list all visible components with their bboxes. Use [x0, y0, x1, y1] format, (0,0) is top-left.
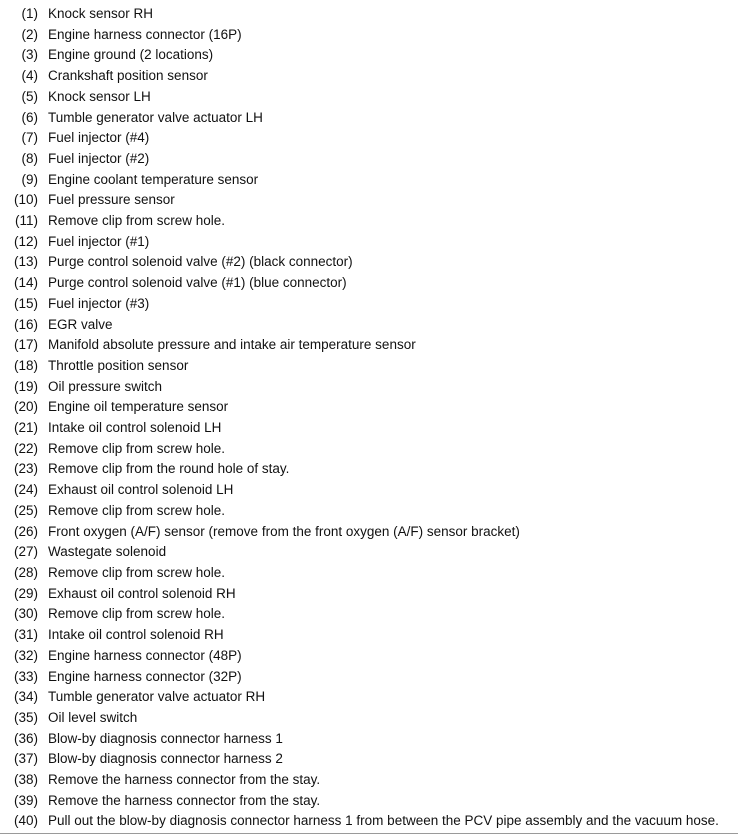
list-item	[10, 45, 732, 66]
item-number: (25)	[13, 502, 38, 518]
item-number: (7)	[21, 130, 38, 146]
item-text: Pull out the blow-by diagnosis connector harness 1 from between the PCV pipe assembly and the vacuum hose.	[48, 813, 719, 829]
item-number: (34)	[13, 689, 38, 705]
item-number: (28)	[13, 564, 38, 580]
item-number: (22)	[13, 440, 38, 456]
item-number: (10)	[13, 192, 38, 208]
item-number: (13)	[13, 254, 38, 270]
list-item	[10, 252, 732, 273]
item-text: Tumble generator valve actuator RH	[48, 689, 266, 705]
list-item	[10, 66, 732, 87]
item-text: Engine harness connector (16P)	[48, 26, 242, 42]
list-item	[10, 232, 732, 253]
item-number: (3)	[21, 47, 38, 63]
item-number: (20)	[13, 399, 38, 415]
item-text: Wastegate solenoid	[48, 544, 167, 560]
item-text: Fuel injector (#2)	[48, 150, 150, 166]
item-number: (8)	[21, 150, 38, 166]
item-number: (40)	[13, 813, 38, 829]
list-item	[10, 397, 732, 418]
item-number: (39)	[13, 792, 38, 808]
list-item	[10, 149, 732, 170]
item-text: Remove clip from screw hole.	[48, 440, 226, 456]
item-number: (11)	[14, 213, 38, 229]
list-item	[10, 294, 732, 315]
item-text: Remove clip from screw hole.	[48, 502, 226, 518]
list-item	[10, 501, 732, 522]
item-text: Remove clip from screw hole.	[48, 606, 226, 622]
item-number: (15)	[13, 295, 38, 311]
item-text: Throttle position sensor	[48, 357, 189, 373]
item-number: (6)	[21, 109, 38, 125]
list-item	[10, 25, 732, 46]
item-number: (31)	[13, 627, 38, 643]
item-number: (1)	[21, 6, 38, 21]
item-number: (29)	[13, 585, 38, 601]
item-number: (2)	[21, 26, 38, 42]
item-number: (18)	[13, 357, 38, 373]
item-text: Remove the harness connector from the stay.	[48, 772, 321, 788]
item-number: (9)	[21, 171, 38, 187]
item-text: Fuel injector (#4)	[48, 130, 150, 146]
item-text: Intake oil control solenoid RH	[48, 627, 224, 643]
item-text: Intake oil control solenoid LH	[48, 420, 222, 436]
list-item	[10, 273, 732, 294]
item-number: (27)	[13, 544, 38, 560]
item-text: Knock sensor RH	[48, 6, 154, 21]
list-item	[10, 170, 732, 191]
list-item	[10, 128, 732, 149]
item-number: (12)	[13, 233, 38, 249]
item-number: (26)	[13, 523, 38, 539]
item-text: Front oxygen (A/F) sensor (remove from the front oxygen (A/F) sensor bracket)	[48, 523, 520, 539]
item-number: (21)	[13, 420, 38, 436]
item-number: (5)	[21, 88, 38, 104]
list-item	[10, 335, 732, 356]
item-text: Remove clip from screw hole.	[48, 564, 226, 580]
item-text: Knock sensor LH	[48, 88, 151, 104]
item-number: (33)	[13, 668, 38, 684]
item-text: Oil level switch	[48, 709, 138, 725]
item-text: Remove clip from screw hole.	[48, 213, 226, 229]
list-item	[10, 108, 732, 129]
list-item	[10, 542, 732, 563]
item-text: Engine oil temperature sensor	[48, 399, 229, 415]
item-text: Remove the harness connector from the stay.	[48, 792, 321, 808]
item-text: Tumble generator valve actuator LH	[48, 109, 263, 125]
item-text: Fuel injector (#1)	[48, 233, 150, 249]
item-text: Exhaust oil control solenoid LH	[48, 482, 234, 498]
item-text: Oil pressure switch	[48, 378, 163, 394]
item-text: Blow-by diagnosis connector harness 2	[48, 751, 283, 767]
item-number: (37)	[13, 751, 38, 767]
list-item	[10, 87, 732, 108]
item-text: Purge control solenoid valve (#1) (blue connector)	[48, 275, 347, 291]
item-number: (23)	[13, 461, 38, 477]
item-text: Remove clip from the round hole of stay.	[48, 461, 290, 477]
list-item	[10, 480, 732, 501]
list-item	[10, 625, 732, 646]
list-item	[10, 729, 732, 750]
list-item	[10, 749, 732, 770]
list-item	[10, 439, 732, 460]
item-number: (24)	[13, 482, 38, 498]
item-text: Exhaust oil control solenoid RH	[48, 585, 236, 601]
item-text: EGR valve	[48, 316, 113, 332]
item-text: Manifold absolute pressure and intake air temperature sensor	[48, 337, 416, 353]
list-item	[10, 687, 732, 708]
item-number: (38)	[13, 772, 38, 788]
list-item	[10, 646, 732, 667]
list-item	[10, 584, 732, 605]
list-item	[10, 377, 732, 398]
list-item	[10, 708, 732, 729]
item-number: (4)	[21, 68, 38, 84]
list-item	[10, 356, 732, 377]
list-item	[10, 315, 732, 336]
list-item	[10, 522, 732, 543]
item-number: (35)	[13, 709, 38, 725]
page-bottom-divider	[0, 833, 738, 834]
list-item	[10, 4, 732, 25]
item-text: Blow-by diagnosis connector harness 1	[48, 730, 283, 746]
item-number: (32)	[13, 647, 38, 663]
item-text: Purge control solenoid valve (#2) (black connector)	[48, 254, 353, 270]
item-number: (19)	[13, 378, 38, 394]
item-number: (30)	[13, 606, 38, 622]
item-text: Crankshaft position sensor	[48, 68, 208, 84]
item-number: (36)	[13, 730, 38, 746]
list-item	[10, 418, 732, 439]
item-number: (16)	[13, 316, 38, 332]
item-text: Fuel pressure sensor	[48, 192, 175, 208]
item-number: (14)	[13, 275, 38, 291]
item-text: Engine harness connector (32P)	[48, 668, 242, 684]
item-text: Fuel injector (#3)	[48, 295, 150, 311]
list-item	[10, 811, 732, 832]
item-text: Engine ground (2 locations)	[48, 47, 214, 63]
item-text: Engine coolant temperature sensor	[48, 171, 259, 187]
list-item	[10, 190, 732, 211]
list-item	[10, 770, 732, 791]
list-item	[10, 563, 732, 584]
list-item	[10, 459, 732, 480]
item-text: Engine harness connector (48P)	[48, 647, 242, 663]
list-item	[10, 604, 732, 625]
list-item	[10, 211, 732, 232]
list-item	[10, 791, 732, 812]
list-item	[10, 667, 732, 688]
item-number: (17)	[13, 337, 38, 353]
